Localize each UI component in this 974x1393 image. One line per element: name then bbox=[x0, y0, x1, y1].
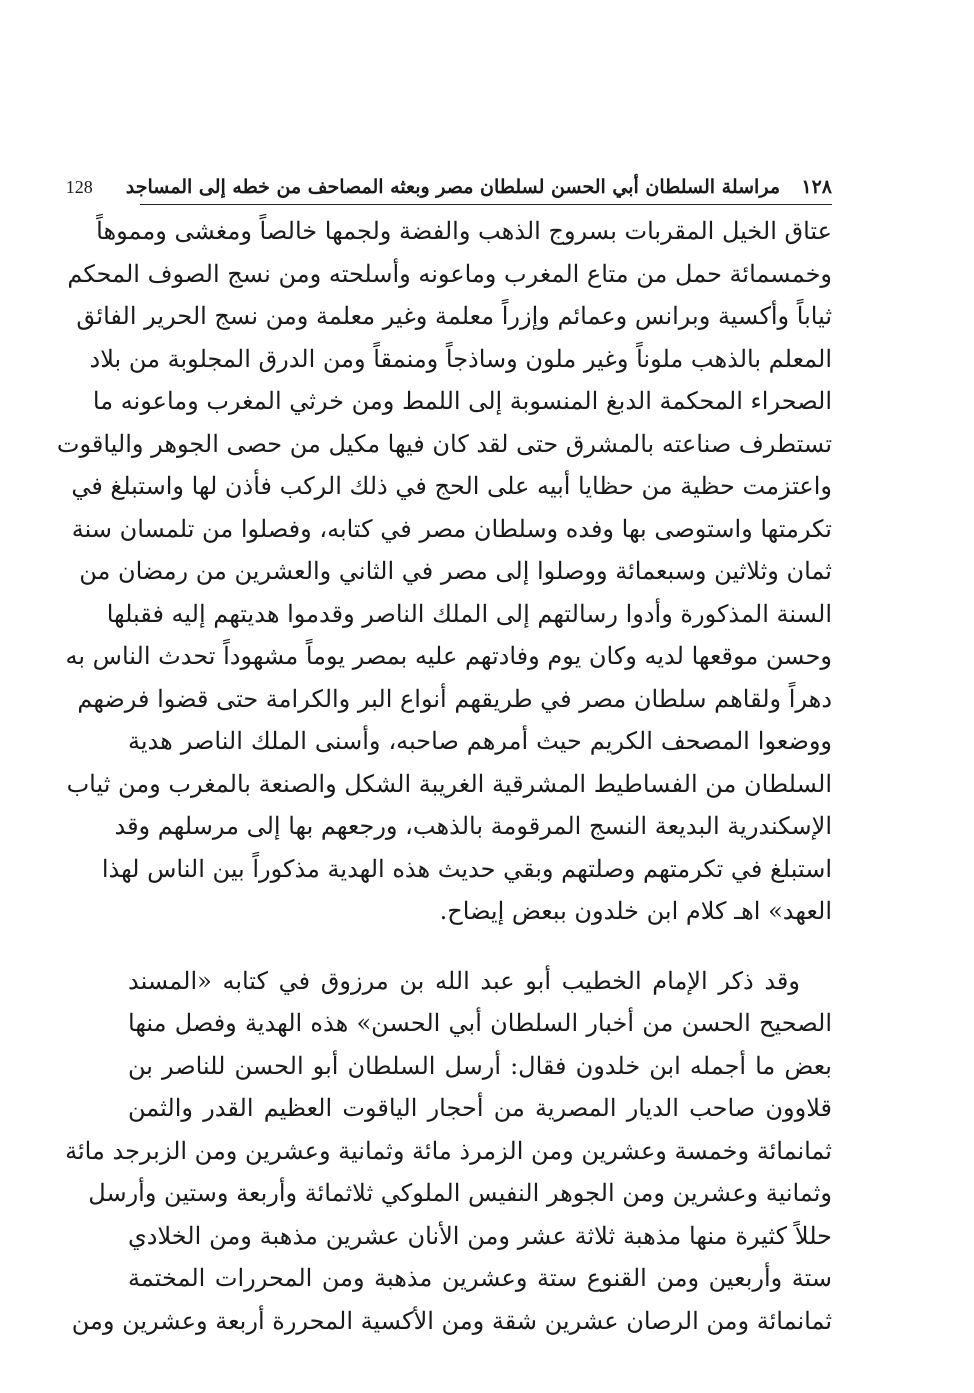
running-head-title: مراسلة السلطان أبي الحسن لسلطان مصر وبعثه المصاحف من خطه إلى المساجد bbox=[125, 176, 780, 198]
text-line: حللاً كثيرة منها مذهبة ثلاثة عشر ومن الأنان عشرين مذهبة ومن الخلادي bbox=[128, 1221, 832, 1250]
text-line: المعلم بالذهب ملوناً وغير ملون وساذجاً ومنمقاً ومن الدرق المجلوبة من بلاد bbox=[89, 344, 832, 373]
running-head bbox=[65, 170, 832, 204]
text-line: تكرمتها واستوصى بها وفده وسلطان مصر في كتابه، وفصلوا من تلمسان سنة bbox=[71, 514, 832, 543]
text-line: ووضعوا المصحف الكريم حيث أمرهم صاحبه، وأسنى الملك الناصر هدية bbox=[128, 727, 833, 755]
text-line: دهراً ولقاهم سلطان مصر في طريقهم أنواع البر والكرامة حتى قضوا فرضهم bbox=[77, 684, 832, 713]
page-number-arabic: ١٢٨ bbox=[801, 176, 832, 198]
text-line: تستطرف صناعته بالمشرق حتى لقد كان فيها مكيل من حصى الجوهر والياقوت bbox=[56, 429, 832, 458]
text-line: ثمانمائة ومن الرصان عشرين شقة ومن الأكسية المحررة أربعة وعشرين ومن bbox=[71, 1306, 832, 1335]
text-line: وقد ذكر الإمام الخطيب أبو عبد الله بن مرزوق في كتابه «المسند bbox=[128, 966, 800, 995]
page-number-latin: 128 bbox=[65, 176, 93, 197]
text-line: ثياباً وأكسية وبرانس وعمائم وإزراً معلمة وغير معلمة ومن نسج الحرير الفائق bbox=[76, 302, 832, 330]
text-line: ستة وأربعين ومن القنوع ستة وعشرين مذهبة ومن المحررات المختمة bbox=[128, 1264, 832, 1292]
text-line: ثمانمائة وخمسة وعشرين ومن الزمرذ مائة وثمانية وعشرين ومن الزبرجد مائة bbox=[65, 1136, 832, 1165]
text-line: واعتزمت حظية من حظايا أبيه على الحج في ذلك الركب فأذن لها واستبلغ في bbox=[71, 472, 832, 500]
text-line: وثمانية وعشرين ومن الجوهر النفيس الملوكي ثلاثمائة وأربعة وستين وأرسل bbox=[88, 1179, 832, 1207]
paragraph-gap bbox=[128, 933, 832, 960]
text-line: السنة المذكورة وأدوا رسالتهم إلى الملك الناصر وقدموا هديتهم إليه فقبلها bbox=[106, 599, 832, 628]
text-line: العهد» اهـ كلام ابن خلدون ببعض إيضاح. bbox=[439, 897, 832, 925]
header-rule bbox=[140, 204, 832, 205]
text-line: السلطان من الفساطيط المشرقية الغريبة الشكل والصنعة بالمغرب ومن ثياب bbox=[66, 769, 832, 798]
body-text bbox=[56, 210, 833, 1342]
text-line: ثمان وثلاثين وسبعمائة ووصلوا إلى مصر في الثاني والعشرين من رمضان من bbox=[79, 557, 832, 585]
text-line: استبلغ في تكرمتهم وصلتهم وبقي حديث هذه الهدية مذكوراً بين الناس لهذا bbox=[101, 854, 832, 883]
paragraph-1 bbox=[56, 210, 833, 933]
text-line: وحسن موقعها لديه وكان يوم وفادتهم عليه بمصر يوماً مشهوداً تحدث الناس به bbox=[65, 642, 832, 670]
text-line: قلاوون صاحب الديار المصرية من أحجار الياقوت العظيم القدر والثمن bbox=[128, 1094, 832, 1122]
text-line: الإسكندرية البديعة النسج المرقومة بالذهب، ورجعهم بها إلى مرسلهم وقد bbox=[114, 812, 832, 840]
paragraph-2 bbox=[65, 960, 832, 1343]
text-line: الصحراء المحكمة الدبغ المنسوبة إلى اللمط ومن خرثي المغرب وماعونه ما bbox=[92, 387, 832, 415]
text-line: عتاق الخيل المقربات بسروج الذهب والفضة ولجمها خالصاً ومغشى ومموهاً bbox=[96, 217, 832, 245]
text-line: بعض ما أجمله ابن خلدون فقال: أرسل السلطان أبو الحسن للناصر بن bbox=[128, 1051, 832, 1080]
text-line: وخمسمائة حمل من متاع المغرب وماعونه وأسلحته ومن نسج الصوف المحكم bbox=[67, 259, 832, 288]
text-line: الصحيح الحسن من أخبار السلطان أبي الحسن» هذه الهدية وفصل منها bbox=[128, 1009, 832, 1037]
